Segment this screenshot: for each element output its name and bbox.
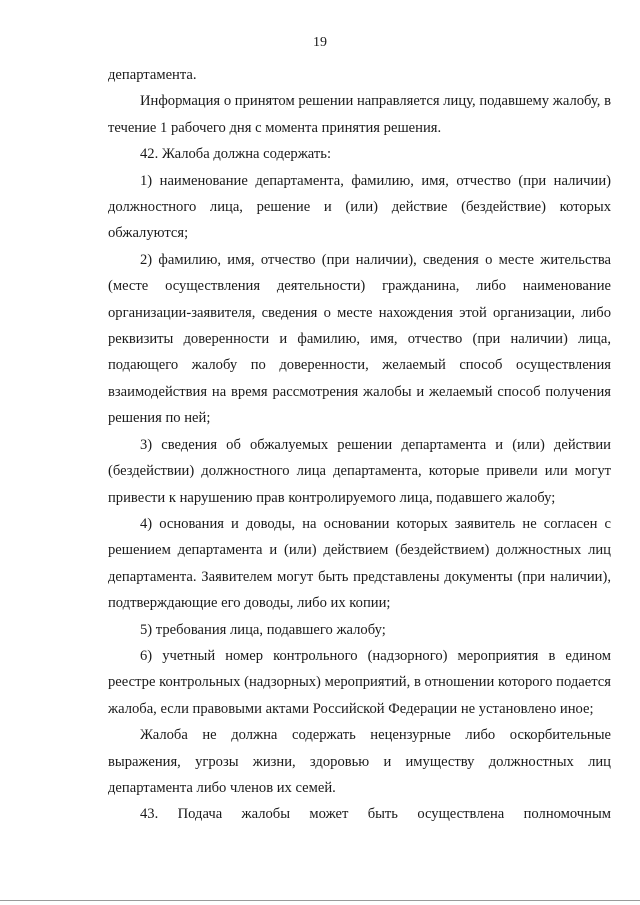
paragraph-prohibition: Жалоба не должна содержать нецензурные либо оскорбительные выражения, угрозы жизни, здоровью и имуществу должностных лиц департамента либо членов их семей.	[108, 727, 611, 796]
paragraph-item-4: 4) основания и доводы, на основании которых заявитель не согласен с решением департамента и (или) действием (бездействием) должностных лиц департамента. Заявителем могут быть представлены документы (при наличии), подтверждающие его доводы, либо их копии;	[108, 515, 611, 612]
paragraph-continuation: департамента.	[108, 67, 197, 83]
paragraph-item-1: 1) наименование департамента, фамилию, имя, отчество (при наличии) должностного лица, решение и (или) действие (бездействие) которых обжалуются;	[108, 172, 611, 242]
paragraph-item-6: 6) учетный номер контрольного (надзорного) мероприятия в едином реестре контрольных (надзорных) мероприятий, в отношении которого подается жалоба, если правовыми актами Российской Федерации не установлено иное;	[108, 647, 611, 717]
page-number: 19	[313, 35, 327, 50]
paragraph-clause-43: 43. Подача жалобы может быть осуществлена полномочным	[140, 806, 611, 823]
paragraph-item-5: 5) требования лица, подавшего жалобу;	[140, 621, 386, 638]
paragraph-decision-info: Информация о принятом решении направляется лицу, подавшему жалобу, в течение 1 рабочего дня с момента принятия решения.	[108, 93, 611, 136]
paragraph-item-2: 2) фамилию, имя, отчество (при наличии), сведения о месте жительства (месте осуществления деятельности) гражданина, либо наименование организации-заявителя, сведения о месте нахождения этой организации, либо реквизиты доверенности и фамилию, имя, отчество (при наличии) лица, подающего жалобу по доверенности, желаемый способ осуществления взаимодействия на время рассмотрения жалобы и желаемый способ получения решения по ней;	[108, 251, 611, 427]
bottom-rule	[0, 900, 640, 901]
paragraph-item-3: 3) сведения об обжалуемых решении департамента и (или) действии (бездействии) должностного лица департамента, которые привели или могут привести к нарушению прав контролируемого лица, подавшего жалобу;	[108, 436, 611, 506]
document-body	[108, 62, 611, 828]
paragraph-clause-42: 42. Жалоба должна содержать:	[140, 146, 331, 163]
